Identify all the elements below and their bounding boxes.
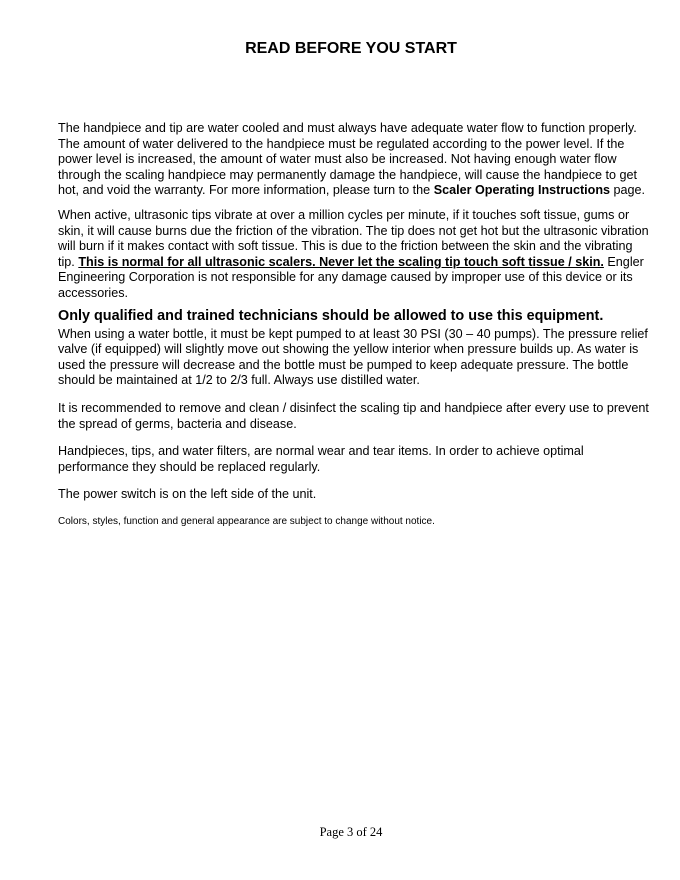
page-number: Page 3 of 24 xyxy=(319,825,383,839)
paragraph-water-bottle: When using a water bottle, it must be kept pumped to at least 30 PSI (30 – 40 pumps). The pressure relief valve (if equipped) will slightly move out showing the yellow interior when pressure builds up. As water is used the pressure will decrease and the bottle must be pumped to keep adequate pressure. The bottle should be maintained at 1/2 to 2/3 full. Always use distilled water. xyxy=(58,326,648,388)
paragraph-wear-items: Handpieces, tips, and water filters, are normal wear and tear items. In order to achieve optimal performance they should be replaced regularly. xyxy=(58,444,584,474)
paragraph-vibration-text: When active, ultrasonic tips vibrate at over a million cycles per minute, if it touches soft tissue, gums or skin, it will cause burns due the friction of the vibration. The tip does not get hot but the ultrasonic vibration will burn if it makes contact with soft tissue. This is due to the friction between the skin and the vibrating tip. xyxy=(58,207,649,269)
soft-tissue-warning: This is normal for all ultrasonic scalers. Never let the scaling tip touch soft tissue / skin. xyxy=(78,254,604,269)
qualified-technicians-heading: Only qualified and trained technicians should be allowed to use this equipment. xyxy=(58,307,604,324)
paragraph-vibration-tail: Engler Engineering Corporation is not responsible for any damage caused by improper use of this device or its accessories. xyxy=(58,254,644,300)
paragraph-vibration xyxy=(58,208,650,302)
paragraph-power-switch: The power switch is on the left side of the unit. xyxy=(58,487,317,502)
document-body xyxy=(58,121,650,538)
paragraph-water-cooling xyxy=(58,121,650,199)
paragraph-water-tail: page. xyxy=(610,183,646,198)
scaler-operating-instructions-reference: Scaler Operating Instructions xyxy=(433,183,611,198)
paragraph-water-text: The handpiece and tip are water cooled and must always have adequate water flow to function properly. The amount of water delivered to the handpiece must be regulated according to the power level. If the power level is increased, the amount of water must also be increased. Not having enough water flow through the scaling handpiece may permanently damage the handpiece, will cause the handpiece to get hot, and void the warranty. For more information, please turn to the xyxy=(58,121,637,198)
paragraph-cleaning: It is recommended to remove and clean / disinfect the scaling tip and handpiece after every use to prevent the spread of germs, bacteria and disease. xyxy=(58,400,649,431)
page-title: READ BEFORE YOU START xyxy=(245,40,457,57)
disclaimer-note: Colors, styles, function and general appearance are subject to change without notice. xyxy=(58,515,435,527)
